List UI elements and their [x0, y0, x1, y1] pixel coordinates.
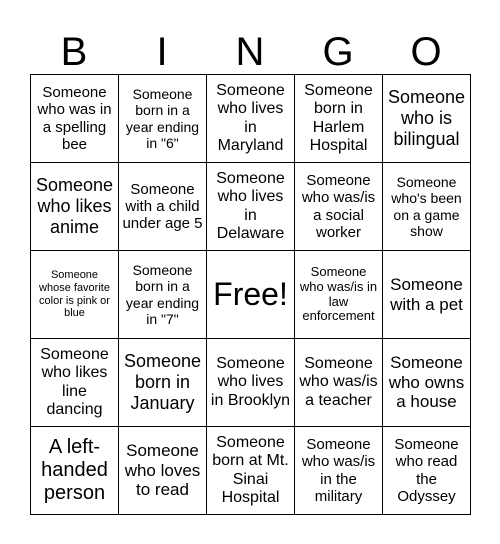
cell-text: Someone who was/is a teacher [299, 354, 378, 409]
bingo-cell[interactable] [31, 163, 119, 251]
cell-text: Someone who read the Odyssey [394, 436, 459, 505]
bingo-cell[interactable] [119, 163, 207, 251]
header-letter-g: G [322, 30, 354, 74]
free-space-label: Free! [213, 276, 288, 313]
header-letter-b: B [60, 30, 88, 74]
bingo-cell[interactable] [207, 427, 295, 515]
bingo-cell[interactable] [119, 75, 207, 163]
cell-text: Someone with a child under age 5 [122, 180, 203, 233]
bingo-cell[interactable] [295, 163, 383, 251]
bingo-cell[interactable] [383, 339, 471, 427]
bingo-cell[interactable] [119, 251, 207, 339]
bingo-cell[interactable] [207, 339, 295, 427]
cell-text: Someone who likes anime [35, 175, 114, 237]
header-letter-o: O [410, 30, 442, 74]
cell-text: Someone who is bilingual [387, 87, 466, 149]
cell-text: Someone born at Mt. Sinai Hospital [212, 433, 289, 506]
cell-text: Someone who lives in Brooklyn [210, 354, 291, 409]
bingo-cell[interactable] [119, 427, 207, 515]
cell-text: Someone who owns a house [388, 353, 465, 412]
cell-text: A left-handed person [41, 436, 108, 504]
cell-text: Someone who lives in Maryland [216, 81, 285, 154]
free-space-cell[interactable] [207, 251, 295, 339]
bingo-header [30, 30, 470, 74]
bingo-cell[interactable] [31, 427, 119, 515]
bingo-cell[interactable] [119, 339, 207, 427]
cell-text: Someone who likes line dancing [40, 345, 109, 418]
cell-text: Someone born in Harlem Hospital [304, 81, 373, 154]
cell-text: Someone who was/is a social worker [301, 172, 376, 241]
bingo-cell[interactable] [295, 427, 383, 515]
bingo-cell[interactable] [383, 427, 471, 515]
bingo-cell[interactable] [207, 75, 295, 163]
cell-text: Someone who was/is in law enforcement [299, 263, 378, 324]
cell-text: Someone who lives in Delaware [216, 169, 285, 242]
bingo-cell[interactable] [295, 339, 383, 427]
bingo-cell[interactable] [31, 339, 119, 427]
bingo-cell[interactable] [31, 251, 119, 339]
cell-text: Someone who's been on a game show [391, 174, 462, 239]
header-letter-n: N [235, 30, 265, 74]
bingo-cell[interactable] [295, 251, 383, 339]
cell-text: Someone born in a year ending in "6" [125, 86, 200, 151]
bingo-cell[interactable] [295, 75, 383, 163]
bingo-cell[interactable] [383, 251, 471, 339]
bingo-cell[interactable] [31, 75, 119, 163]
cell-text: Someone born in a year ending in "7" [125, 262, 200, 327]
cell-text: Someone who loves to read [124, 441, 201, 500]
cell-text: Someone whose favorite color is pink or blue [39, 269, 110, 320]
bingo-cell[interactable] [383, 163, 471, 251]
header-letter-i: I [156, 30, 168, 74]
bingo-cell[interactable] [207, 163, 295, 251]
cell-text: Someone born in January [123, 351, 202, 413]
bingo-cell[interactable] [383, 75, 471, 163]
cell-text: Someone with a pet [390, 274, 463, 314]
cell-text: Someone who was/is in the military [301, 436, 376, 505]
cell-text: Someone who was in a spelling bee [37, 84, 112, 153]
bingo-board [30, 74, 471, 515]
